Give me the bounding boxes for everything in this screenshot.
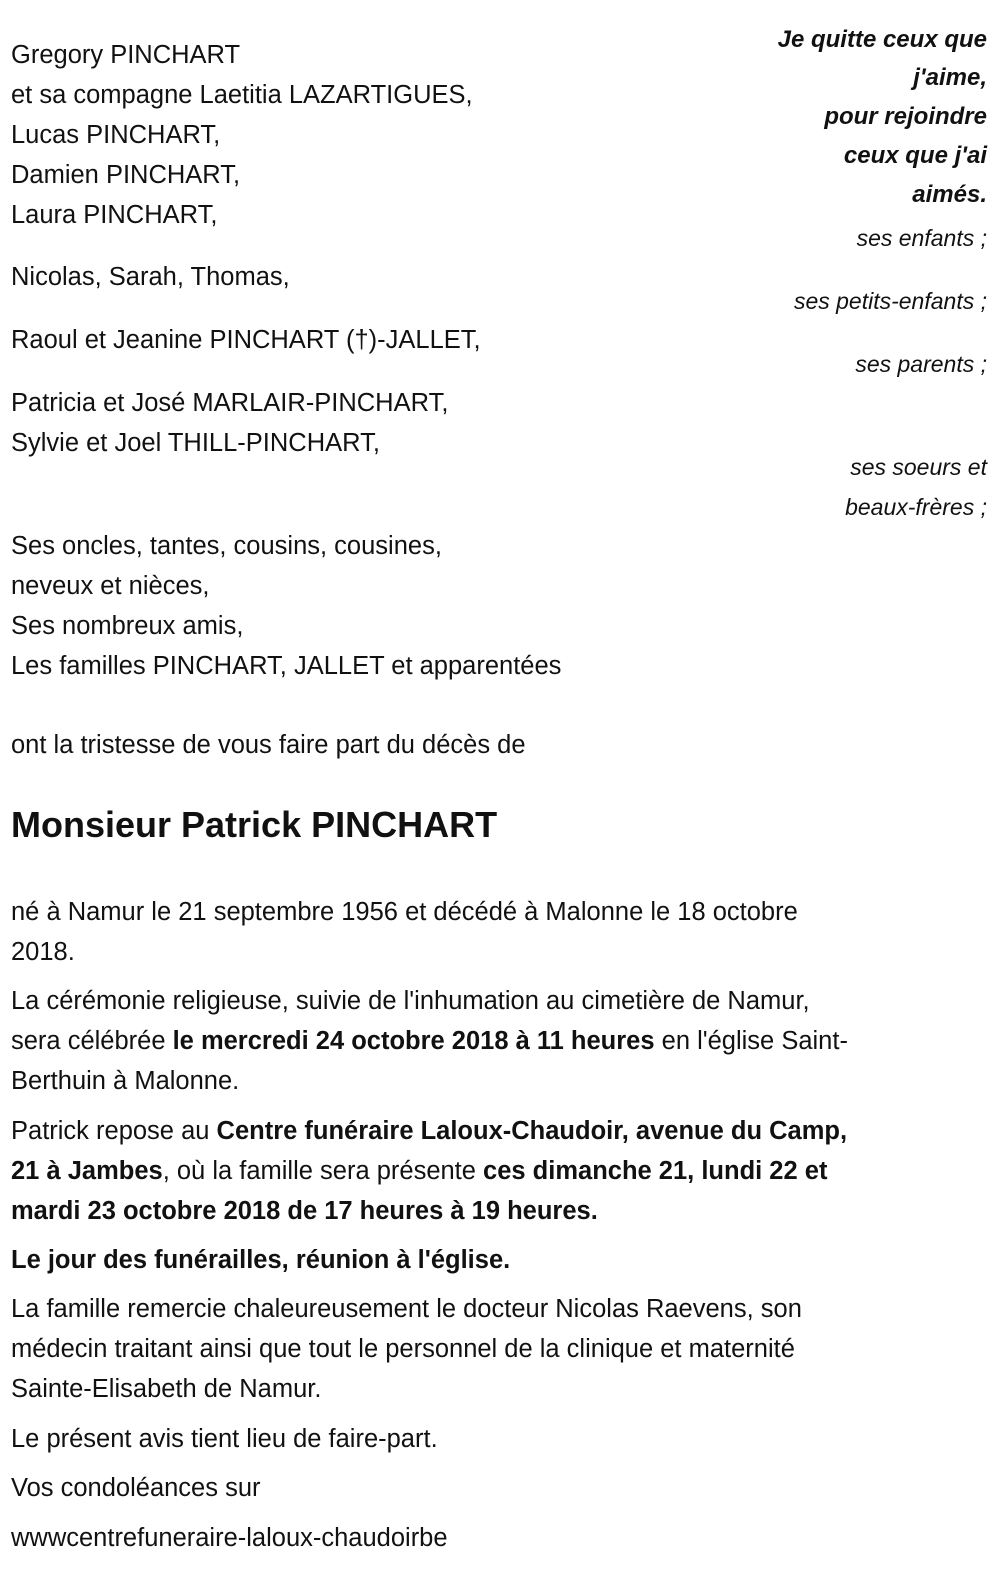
ceremony-line bbox=[11, 1021, 848, 1061]
text: Patrick repose au bbox=[11, 1117, 217, 1145]
family-line: Les familles PINCHART, JALLET et apparentées bbox=[11, 652, 562, 680]
relation-label: ses parents ; bbox=[855, 351, 987, 377]
quote-line: ceux que j'ai bbox=[843, 142, 987, 169]
relation-label: ses enfants ; bbox=[856, 225, 987, 251]
quote-line: j'aime, bbox=[913, 64, 987, 91]
visiting-dates: ces dimanche 21, lundi 22 et bbox=[483, 1157, 828, 1185]
quote-line: aimés. bbox=[912, 181, 987, 208]
condolences-label: Vos condoléances sur bbox=[11, 1474, 261, 1502]
deceased-name: Monsieur Patrick PINCHART bbox=[11, 804, 498, 845]
announcement: ont la tristesse de vous faire part du décès de bbox=[11, 731, 526, 759]
repose-line bbox=[11, 1111, 847, 1151]
relation-label: ses petits-enfants ; bbox=[793, 288, 987, 314]
thanks-line: médecin traitant ainsi que tout le personnel de la clinique et maternité bbox=[11, 1335, 795, 1363]
quote-line: Je quitte ceux que bbox=[777, 26, 987, 53]
family-line: neveux et nièces, bbox=[11, 572, 210, 600]
thanks-line: Sainte-Elisabeth de Namur. bbox=[11, 1375, 322, 1403]
family-line: Raoul et Jeanine PINCHART (†)-JALLET, bbox=[11, 326, 481, 354]
meeting-note: Le jour des funérailles, réunion à l'église. bbox=[11, 1246, 511, 1274]
text: en l'église Saint- bbox=[654, 1027, 848, 1055]
relation-label: beaux-frères ; bbox=[845, 494, 987, 520]
family-line: Ses nombreux amis, bbox=[11, 612, 244, 640]
birth-line: 2018. bbox=[11, 938, 75, 966]
funeral-center: Centre funéraire Laloux-Chaudoir, avenue du Camp, bbox=[216, 1117, 848, 1145]
text: sera célébrée bbox=[11, 1027, 173, 1055]
website-link[interactable]: wwwcentrefuneraire-laloux-chaudoirbe bbox=[11, 1524, 448, 1552]
family-line: Patricia et José MARLAIR-PINCHART, bbox=[11, 389, 449, 417]
family-line: Damien PINCHART, bbox=[11, 161, 241, 189]
family-line: Sylvie et Joel THILL-PINCHART, bbox=[11, 429, 380, 457]
ceremony-date: le mercredi 24 octobre 2018 à 11 heures bbox=[172, 1027, 655, 1055]
ceremony-line: Berthuin à Malonne. bbox=[11, 1067, 240, 1095]
birth-line: né à Namur le 21 septembre 1956 et décédé à Malonne le 18 octobre bbox=[11, 898, 798, 926]
quote-line: pour rejoindre bbox=[824, 103, 987, 130]
family-line: Lucas PINCHART, bbox=[11, 121, 221, 149]
text: , où la famille sera présente bbox=[162, 1157, 484, 1185]
family-line: Gregory PINCHART bbox=[11, 41, 241, 69]
notice-line: Le présent avis tient lieu de faire-part. bbox=[11, 1425, 438, 1453]
repose-line bbox=[11, 1151, 827, 1191]
thanks-line: La famille remercie chaleureusement le docteur Nicolas Raevens, son bbox=[11, 1295, 802, 1323]
repose-line: mardi 23 octobre 2018 de 17 heures à 19 heures. bbox=[11, 1197, 598, 1225]
family-line: Laura PINCHART, bbox=[11, 201, 218, 229]
ceremony-line: La cérémonie religieuse, suivie de l'inhumation au cimetière de Namur, bbox=[11, 987, 810, 1015]
funeral-center-city: 21 à Jambes bbox=[11, 1157, 163, 1185]
family-line: et sa compagne Laetitia LAZARTIGUES, bbox=[11, 81, 473, 109]
relation-label: ses soeurs et bbox=[850, 454, 987, 480]
family-line: Nicolas, Sarah, Thomas, bbox=[11, 263, 290, 291]
family-line: Ses oncles, tantes, cousins, cousines, bbox=[11, 532, 442, 560]
